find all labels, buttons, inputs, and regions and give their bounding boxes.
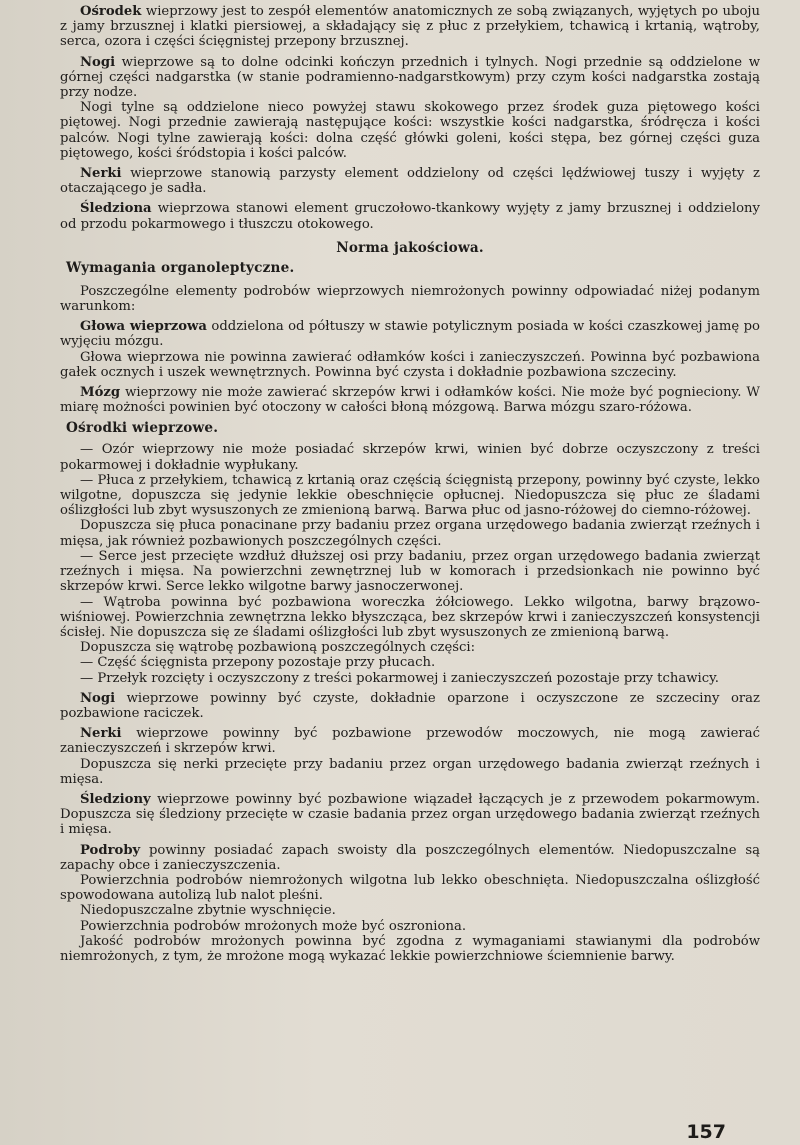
term-nerki: Nerki (80, 726, 122, 742)
paragraph-text: powinny posiadać zapach swoisty dla poszczególnych elementów. Niedopuszczalne są zapachy obce i zanieczyszczenia. (60, 842, 760, 873)
paragraph-serce: — Serce jest przecięte wzdłuż dłuższej osi przy badaniu, przez organ urzędowego badania zwierząt rzeźnych i mięsa. Na powierzchni zewnętrznej lub w komorach i przedsionkach nie powinno być skrzepów krwi. Serce lekko wilgotne barwy jasnoczerwonej. (60, 548, 760, 595)
paragraph-watroba-dopuszcza: Dopuszcza się wątrobę pozbawioną poszczególnych części: (80, 640, 476, 656)
paragraph-text: wieprzowa stanowi element gruczołowo-tkankowy wyjęty z jamy brzusznej i oddzielony od przodu pokarmowego i tłuszczu otokowego. (60, 201, 760, 232)
paragraph-sledziona (60, 201, 760, 231)
paragraph-nogi (60, 55, 760, 101)
page-number: 157 (686, 1121, 726, 1143)
paragraph-pluca: — Płuca z przełykiem, tchawicą z krtanią oraz częścią ścięgnistą przepony, powinny być czyste, lekko wilgotne, dopuszcza się jedynie lekkie obeschnięcie opłucnej. Niedopuszcza się płuc ze śladami oślizgłości lub zbyt wysuszonych ze zmienioną barwą. Barwa płuc od jasno-różowej do ciemno-różowej. (60, 472, 760, 519)
term-mozg: Mózg (80, 385, 121, 401)
term-glowa: Głowa wieprzowa (80, 319, 207, 335)
paragraph-text: wieprzowe powinny być czyste, dokładnie oparzone i oczyszczone ze szczeciny oraz pozbawione raciczek. (60, 690, 760, 721)
paragraph-nogi-wymagania (60, 691, 760, 721)
term-nogi: Nogi (80, 690, 116, 706)
paragraph-sledziony (60, 792, 760, 838)
paragraph-watroba: — Wątroba powinna być pozbawiona woreczka żółciowego. Lekko wilgotna, barwy brązowo-wiśniowej. Powierzchnia zewnętrzna lekko błyszcząca, bez skrzepów krwi i zanieczyszczeń konsystencji ścisłej. Nie dopuszcza się ze śladami oślizgłości lub zbyt wysuszonych ze zmienioną barwą. (60, 594, 760, 640)
term-sledziony: Śledziony (80, 791, 151, 807)
paragraph-text: wieprzowe stanowią parzysty element oddzielony od części lędźwiowej tuszy i wyjęty z otaczającego je sadła. (60, 166, 760, 197)
paragraph-text: wieprzowe powinny być pozbawione wiązadeł łączących je z przewodem pokarmowym. Dopuszcza się śledziony przecięte w czasie badania przez organ urzędowego badania zwierząt rzeźnych i mięsa. (60, 791, 760, 838)
heading-osrodki-wieprzowe: Ośrodki wieprzowe. (66, 420, 219, 437)
paragraph-text: wieprzowy nie może zawierać skrzepów krwi i odłamków kości. Nie może być pognieciony. W miarę możności powinien być otoczony w całości błoną mózgową. Barwa mózgu szaro-różowa. (60, 385, 760, 416)
paragraph-mozg (60, 385, 760, 415)
paragraph-glowa-wymagania: Głowa wieprzowa nie powinna zawierać odłamków kości i zanieczyszczeń. Powinna być pozbawiona gałek ocznych i uszek wewnętrznych. Powinna być czysta i dokładnie pozbawiona szczeciny. (60, 349, 760, 380)
paragraph-nerki-dopuszcza: Dopuszcza się nerki przecięte przy badaniu przez organ urzędowego badania zwierząt rzeźnych i mięsa. (60, 756, 760, 787)
term-podroby: Podroby (80, 842, 141, 858)
paragraph-przepona: — Część ścięgnista przepony pozostaje przy płucach. (80, 655, 436, 671)
paragraph-podroby (60, 843, 760, 873)
paragraph-powierzchnia-niemrozonych: Powierzchnia podrobów niemrożonych wilgotna lub lekko obeschnięta. Niedopuszczalna oślizgłość spowodowana autolizą lub nalot pleśni. (60, 872, 760, 904)
paragraph-nogi-tylne: Nogi tylne są oddzielone nieco powyżej stawu skokowego przez środek guza piętowego kości piętowej. Nogi przednie zawierają następujące kości: wszystkie kości nadgarstka, śródręcza i kości palców. Nogi tylne zawierają kości: dolna część główki goleni, kości stępa, bez górnej części guza piętowego, kości śródstopia i kości palców. (60, 100, 760, 161)
paragraph-text: wieprzowe są to dolne odcinki kończyn przednich i tylnych. Nogi przednie są oddzielone w górnej części nadgarstka (w stanie podramienno-nadgarstkowym) przy czym kości nadgarstka zostają przy nodze. (60, 54, 760, 101)
paragraph-text: wieprzowe powinny być pozbawione przewodów moczowych, nie mogą zawierać zanieczyszczeń i skrzepów krwi. (60, 726, 760, 757)
term-osrodek: Ośrodek (80, 4, 142, 19)
paragraph-pluca-dopuszcza: Dopuszcza się płuca ponacinane przy badaniu przez organa urzędowego badania zwierząt rzeźnych i mięsa, jak również pozbawionych poszczególnych części. (60, 518, 760, 549)
heading-norma-jakosciowa: Norma jakościowa. (336, 239, 484, 256)
paragraph-jakosc-mrozonych: Jakość podrobów mrożonych powinna być zgodna z wymaganiami stawianymi dla podrobów niemrożonych, z tym, że mrożone mogą wykazać lekkie powierzchniowe ściemnienie barwy. (60, 933, 760, 964)
paragraph-powierzchnia-mrozonych: Powierzchnia podrobów mrożonych może być oszroniona. (80, 918, 467, 934)
paragraph-glowa (60, 319, 760, 349)
term-nogi: Nogi (80, 54, 116, 70)
paragraph-text: wieprzowy jest to zespół elementów anatomicznych ze sobą związanych, wyjętych po uboju z jamy brzusznej i klatki piersiowej, a składający się z płuc z przełykiem, tchawicą i krtanią, wątroby, serca, ozora i części ścięgnistej przepony brzusznej. (60, 4, 760, 50)
paragraph-nerki-wymagania (60, 726, 760, 756)
paragraph-przelyk: — Przełyk rozcięty i oczyszczony z treści pokarmowej i zanieczyszczeń pozostaje przy tchawicy. (80, 670, 719, 686)
paragraph-text: oddzielona od półtuszy w stawie potylicznym posiada w kości czaszkowej jamę po wyjęciu mózgu. (60, 319, 760, 350)
paragraph-ozor: — Ozór wieprzowy nie może posiadać skrzepów krwi, winien być dobrze oczyszczony z treści pokarmowej i dokładnie wypłukany. (60, 442, 760, 473)
heading-wymagania-organoleptyczne: Wymagania organoleptyczne. (66, 259, 295, 276)
term-sledziona: Śledziona (80, 201, 152, 217)
paragraph-wyschniecie: Niedopuszczalne zbytnie wyschnięcie. (80, 903, 336, 919)
term-nerki: Nerki (80, 166, 122, 182)
paragraph-nerki (60, 166, 760, 196)
paragraph-osrodek (60, 4, 760, 50)
paragraph-intro-wymagania: Poszczególne elementy podrobów wieprzowych niemrożonych powinny odpowiadać niżej podanym warunkom: (60, 283, 760, 315)
